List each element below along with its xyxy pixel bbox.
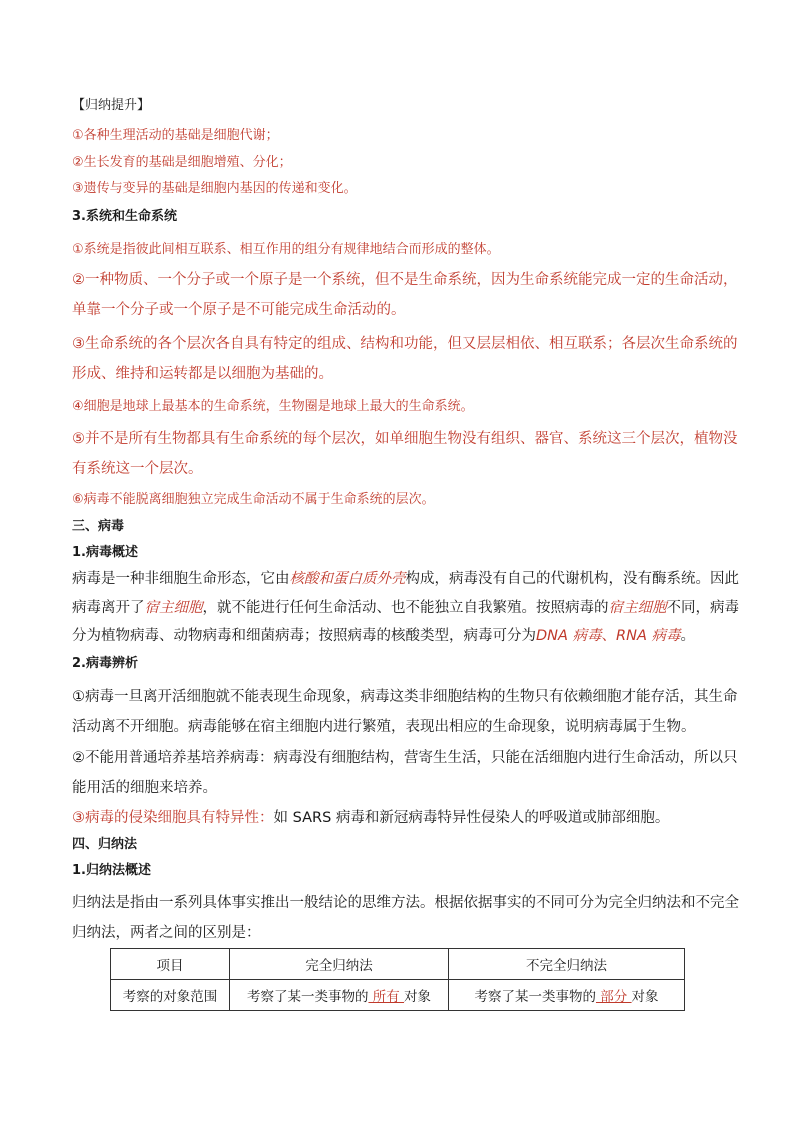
paragraph: ③生命系统的各个层次各自具有特定的组成、结构和功能，但又层层相依、相互联系；各层次生命系统的 [72,336,738,352]
paragraph: ⑤并不是所有生物都具有生命系统的每个层次，如单细胞生物没有组织、器官、系统这三个层次，植物没 [72,431,738,447]
section-heading: 四、归纳法 [72,837,138,852]
paragraph: ②一种物质、一个分子或一个原子是一个系统，但不是生命系统，因为生命系统能完成一定的生命活动， [72,272,738,288]
text-run: 考察了某一类事物的 [474,989,596,1005]
paragraph: 形成、维持和运转都是以细胞为基础的。 [72,366,333,382]
text-run: 对象 [404,989,432,1005]
table-header-cell: 完全归纳法 [230,949,449,980]
text-run: 不同，病毒 [666,600,739,616]
text-run: ，就不能进行任何生命活动、也不能独立自我繁殖。按照病毒的 [202,600,609,616]
paragraph: 归纳法，两者之间的区别是： [72,925,261,941]
paragraph: ①系统是指彼此间相互联系、相互作用的组分有规律地结合而形成的整体。 [72,242,500,257]
paragraph [72,596,739,617]
emphasis-text: DNA 病毒 [536,628,602,644]
summary-item: ②生长发育的基础是细胞增殖、分化； [72,155,292,170]
fill-blank: 部分 [595,989,632,1005]
paragraph: ⑥病毒不能脱离细胞独立完成生命活动不属于生命系统的层次。 [72,492,435,507]
text-run: 如 SARS 病毒和新冠病毒特异性侵染人的呼吸道或肺部细胞。 [273,810,670,826]
paragraph: 有系统这一个层次。 [72,461,203,477]
table-header-cell: 项目 [111,949,230,980]
summary-heading: 【归纳提升】 [72,98,151,113]
summary-item: ③遗传与变异的基础是细胞内基因的传递和变化。 [72,181,357,196]
table-row-label: 考察的对象范围 [111,980,230,1011]
section-title: 2.病毒辨析 [72,656,138,671]
paragraph: 能用活的细胞来培养。 [72,780,217,796]
fill-blank: 所有 [368,989,405,1005]
paragraph: ①病毒一旦离开活细胞就不能表现生命现象，病毒这类非细胞结构的生物只有依赖细胞才能存活，其生命 [72,689,738,705]
emphasis-text: 宿主细胞 [608,600,667,616]
section-heading: 三、病毒 [72,519,125,534]
text-run: 、 [601,628,617,644]
section-title: 3.系统和生命系统 [72,209,177,224]
emphasis-text: 宿主细胞 [144,600,203,616]
text-run: 对象 [631,989,659,1005]
paragraph: 活动离不开细胞。病毒能够在宿主细胞内进行繁殖，表现出相应的生命现象，说明病毒属于生物。 [72,719,696,735]
table-header-row [111,949,685,980]
emphasis-text: RNA 病毒 [616,628,681,644]
paragraph: ④细胞是地球上最基本的生命系统，生物圈是地球上最大的生命系统。 [72,399,474,414]
paragraph: 归纳法是指由一系列具体事实推出一般结论的思维方法。根据依据事实的不同可分为完全归纳法和不完全 [72,895,739,911]
text-run: 病毒离开了 [72,600,145,616]
paragraph [72,567,739,588]
comparison-table [110,948,685,1011]
paragraph [72,624,695,645]
text-run: 。 [680,628,695,644]
emphasis-text: 核酸和蛋白质外壳 [289,571,406,587]
text-run: 分为植物病毒、动物病毒和细菌病毒；按照病毒的核酸类型，病毒可分为 [72,628,536,644]
section-title: 1.病毒概述 [72,545,138,560]
paragraph: ②不能用普通培养基培养病毒：病毒没有细胞结构，营寄生生活，只能在活细胞内进行生命活动，所以只 [72,750,738,766]
section-title: 1.归纳法概述 [72,863,151,878]
paragraph [72,806,669,827]
table-cell [230,980,449,1011]
table-cell [449,980,685,1011]
table-row [111,980,685,1011]
text-run: 考察了某一类事物的 [246,989,369,1005]
text-run: 构成，病毒没有自己的代谢机构，没有酶系统。因此 [405,571,739,587]
paragraph: 单靠一个分子或一个原子是不可能完成生命活动的。 [72,302,406,318]
summary-item: ①各种生理活动的基础是细胞代谢； [72,128,279,143]
text-run: ③病毒的侵染细胞具有特异性： [72,810,274,826]
table-header-cell: 不完全归纳法 [449,949,685,980]
text-run: 病毒是一种非细胞生命形态，它由 [72,571,290,587]
